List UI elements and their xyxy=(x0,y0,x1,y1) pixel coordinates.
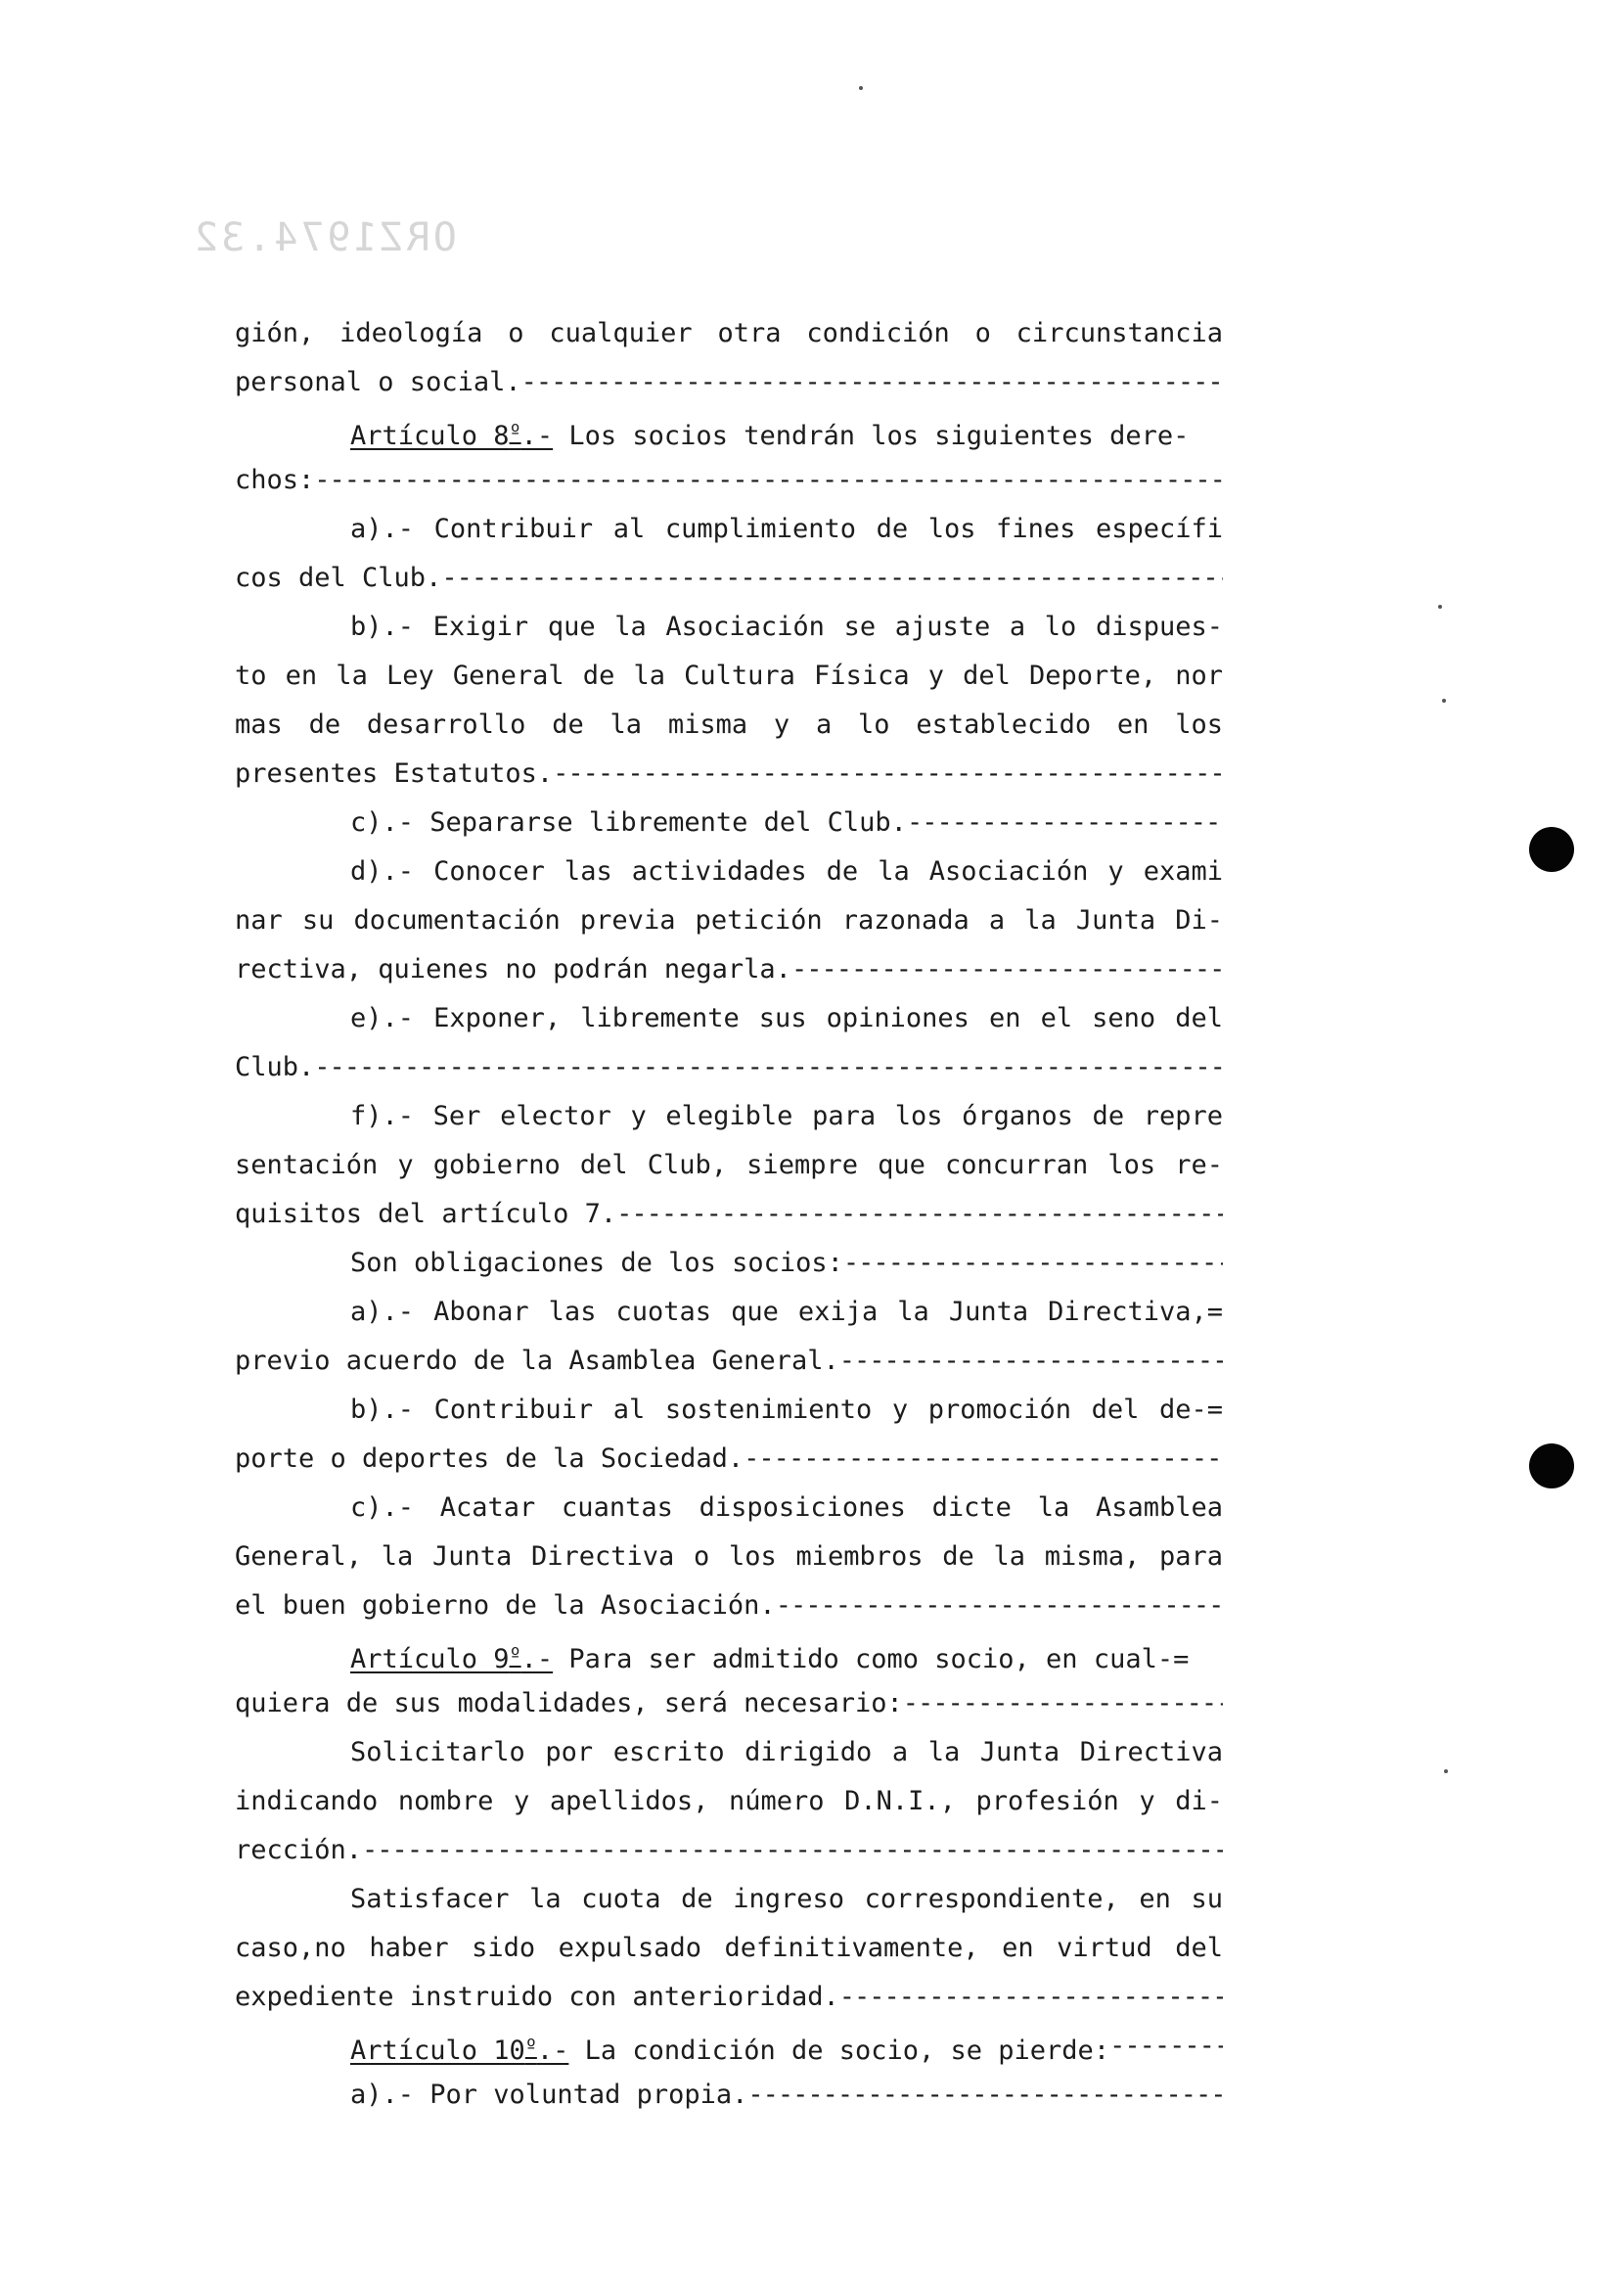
dash-filler xyxy=(907,799,1223,847)
dash-filler xyxy=(744,1435,1223,1484)
text-line xyxy=(235,554,1223,603)
dash-filler xyxy=(362,1826,1223,1875)
dash-filler xyxy=(616,1190,1223,1239)
article-9-heading-line xyxy=(235,1630,1223,1679)
text-line xyxy=(235,1435,1223,1484)
text-line xyxy=(235,1043,1223,1092)
line-text: La condición de socio, se pierde: xyxy=(584,2036,1110,2066)
line-text: Club. xyxy=(235,1052,315,1082)
statute-text xyxy=(235,309,1223,2120)
text-line: indicando nombre y apellidos, número D.N.I., profesión y di- xyxy=(235,1786,1223,1816)
article-8-heading-line xyxy=(235,407,1223,456)
text-line xyxy=(235,1337,1223,1386)
dash-filler xyxy=(553,750,1223,799)
dash-filler xyxy=(314,1043,1223,1092)
punch-hole xyxy=(1529,1443,1574,1488)
text-line xyxy=(235,799,1223,847)
text-line xyxy=(235,1239,1223,1288)
text-line xyxy=(235,1679,1223,1728)
text-line xyxy=(235,945,1223,994)
line-text: rectiva, quienes no podrán negarla. xyxy=(235,954,791,984)
text-line: nar su documentación previa petición razonada a la Junta Di- xyxy=(235,905,1223,936)
dash-filler xyxy=(521,358,1223,407)
line-text: chos: xyxy=(235,465,315,495)
text-line: Satisfacer la cuota de ingreso correspondiente, en su xyxy=(350,1884,1223,1914)
scan-speck xyxy=(1444,1769,1448,1773)
text-line xyxy=(235,1826,1223,1875)
line-text: quisitos del artículo 7. xyxy=(235,1199,617,1229)
text-line: General, la Junta Directiva o los miembros de la misma, para xyxy=(235,1541,1223,1572)
text-line: b).- Exigir que la Asociación se ajuste a lo dispues- xyxy=(350,612,1223,642)
line-text: porte o deportes de la Sociedad. xyxy=(235,1443,744,1474)
article-8-heading: Artículo $8^º.-$ xyxy=(350,420,554,451)
text-line: a).- Contribuir al cumplimiento de los fines específi xyxy=(350,514,1223,544)
text-line: mas de desarrollo de la misma y a lo establecido en los xyxy=(235,709,1223,740)
punch-hole xyxy=(1529,827,1574,872)
dash-filler xyxy=(843,1239,1223,1288)
line-text: expediente instruido con anterioridad. xyxy=(235,1982,839,2012)
line-text: rección. xyxy=(235,1835,363,1865)
text-line: b).- Contribuir al sostenimiento y promoción del de-= xyxy=(350,1395,1223,1425)
text-line xyxy=(235,1190,1223,1239)
line-text: c).- Separarse libremente del Club. xyxy=(350,807,907,838)
text-line xyxy=(235,2071,1223,2120)
line-text: quiera de sus modalidades, será necesario: xyxy=(235,1688,903,1718)
text-line: d).- Conocer las actividades de la Asociación y exami xyxy=(350,856,1223,887)
line-text: a).- Por voluntad propia. xyxy=(350,2080,748,2110)
text-line xyxy=(235,1581,1223,1630)
line-text: Son obligaciones de los socios: xyxy=(350,1248,843,1278)
line-text: Los socios tendrán los siguientes dere- xyxy=(568,421,1190,451)
text-line xyxy=(235,1973,1223,2022)
bleed-through-text: ORZ1974.32 xyxy=(192,215,457,260)
dash-filler xyxy=(1109,2022,1223,2071)
dash-filler xyxy=(776,1581,1223,1630)
dash-filler xyxy=(903,1679,1223,1728)
text-line: gión, ideología o cualquier otra condición o circunstancia xyxy=(235,318,1223,348)
article-9-heading: Artículo $9^º.-$ xyxy=(350,1643,554,1674)
article-10-heading-line xyxy=(235,2022,1223,2071)
text-line: caso,no haber sido expulsado definitivamente, en virtud del xyxy=(235,1933,1223,1963)
dash-filler xyxy=(314,456,1223,505)
dash-filler xyxy=(839,1337,1223,1386)
line-text: cos del Club. xyxy=(235,563,442,593)
text-line: f).- Ser elector y elegible para los órganos de repre xyxy=(350,1101,1223,1131)
text-line: Solicitarlo por escrito dirigido a la Junta Directiva xyxy=(350,1737,1223,1767)
dash-filler xyxy=(839,1973,1223,2022)
scan-speck xyxy=(1438,605,1442,609)
line-text: previo acuerdo de la Asamblea General. xyxy=(235,1346,839,1376)
text-line: to en la Ley General de la Cultura Física y del Deporte, nor xyxy=(235,661,1223,691)
text-line xyxy=(235,456,1223,505)
text-line xyxy=(235,750,1223,799)
dash-filler xyxy=(791,945,1223,994)
text-line: c).- Acatar cuantas disposiciones dicte la Asamblea xyxy=(350,1492,1223,1523)
scan-speck xyxy=(859,86,863,90)
dash-filler xyxy=(747,2071,1223,2120)
text-line: a).- Abonar las cuotas que exija la Junta Directiva,= xyxy=(350,1297,1223,1327)
line-text: presentes Estatutos. xyxy=(235,758,554,789)
scan-speck xyxy=(1442,699,1446,703)
dash-filler xyxy=(441,554,1223,603)
line-text: personal o social. xyxy=(235,367,521,397)
line-text: el buen gobierno de la Asociación. xyxy=(235,1590,776,1621)
text-line: sentación y gobierno del Club, siempre que concurran los re- xyxy=(235,1150,1223,1180)
article-10-heading-wrap xyxy=(350,2022,1109,2071)
line-text: Para ser admitido como socio, en cual-= xyxy=(568,1644,1190,1674)
text-line: e).- Exponer, libremente sus opiniones en el seno del xyxy=(350,1003,1223,1033)
text-line xyxy=(235,358,1223,407)
article-10-heading: Artículo $10^º.-$ xyxy=(350,2035,569,2066)
